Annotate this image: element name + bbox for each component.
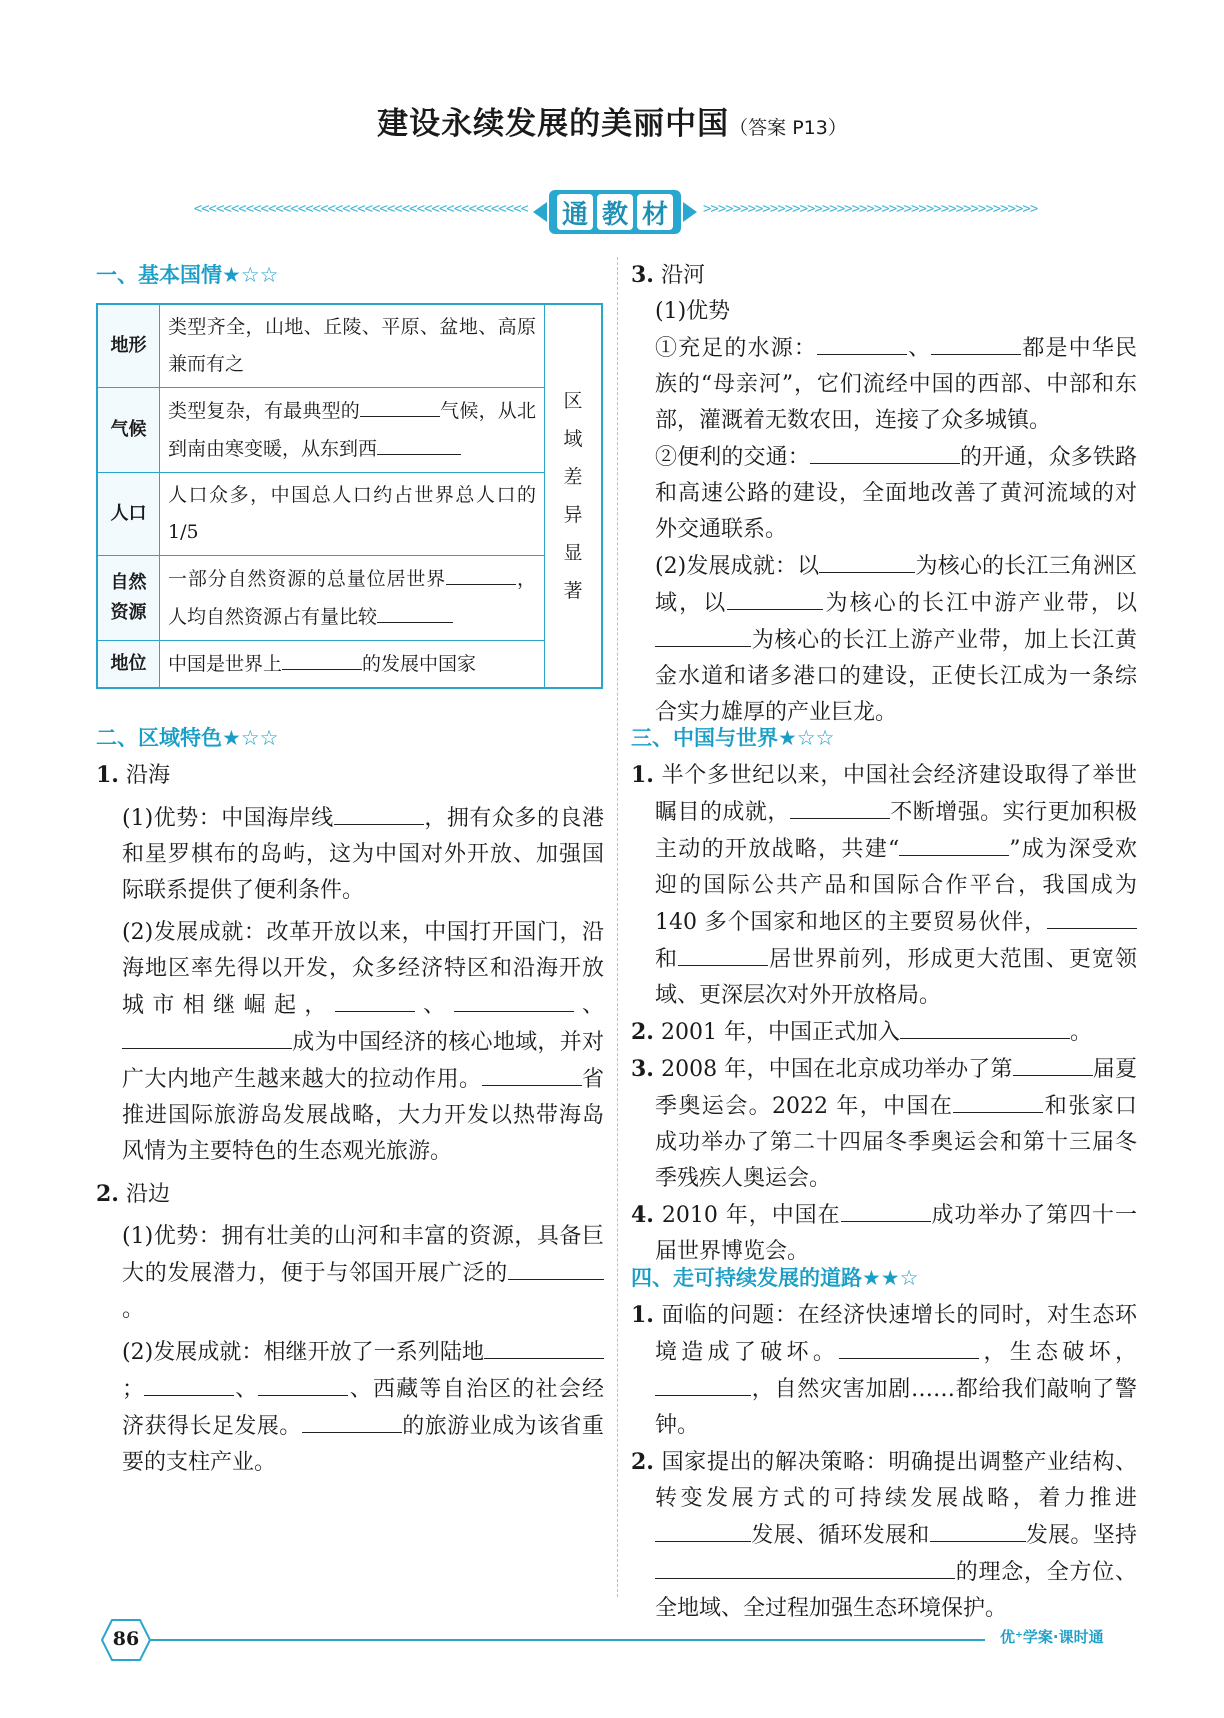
table-row bbox=[97, 388, 602, 473]
world-item-3: 3. 2008 年，中国在北京成功举办了第 届夏季奥运会。2022 年，中国在 和张家口成功举办了第二十四届冬季奥运会和第十三届冬季残疾人奥运会。 bbox=[631, 1051, 1137, 1197]
row-head: 地位 bbox=[97, 641, 160, 689]
row-head: 人口 bbox=[97, 473, 160, 556]
right-body-sustainable bbox=[631, 1297, 1137, 1627]
sustainable-item-2: 2. 国家提出的解决策略：明确提出调整产业结构、转变发展方式的可持续发展战略，着力推进发展、循环发展和 发展。坚持的理念，全方位、全地域、全过程加强生态环境保护。 bbox=[631, 1449, 1137, 1621]
footer-rule bbox=[150, 1639, 985, 1641]
world-item-2: 2. 2001 年，中国正式加入 。 bbox=[631, 1014, 1137, 1051]
right-body-world bbox=[631, 757, 1137, 1270]
triangle-left-icon bbox=[533, 202, 547, 222]
river-achievement: (2)发展成就：以 为核心的长江三角洲区域，以 为核心的长江中游产业带，以为核心的长江上游产业带，加上长江黄金水道和诸多港口的建设，正使长江成为一条综合实力雄厚的产业巨龙。 bbox=[631, 548, 1137, 731]
footer-brand-logo: 优⁺学案·课时通 bbox=[1000, 1628, 1104, 1646]
coastal-advantage: (1)优势：中国海岸线 ，拥有众多的良港和星罗棋布的岛屿，这为中国对外开放、加强国际联系提供了便利条件。 bbox=[96, 800, 604, 909]
column-divider bbox=[617, 257, 618, 1597]
left-body bbox=[96, 757, 604, 1481]
row-content: 中国是世界上 的发展中国家 bbox=[160, 641, 545, 689]
item-river: 3. 沿河 bbox=[631, 262, 705, 288]
river-transport: ②便利的交通： 的开通，众多铁路和高速公路的建设，全面地改善了黄河流域的对外交通联系。 bbox=[631, 439, 1137, 548]
row-content: 人口众多，中国总人口约占世界总人口的 1/5 bbox=[160, 473, 545, 556]
banner-badge bbox=[533, 190, 697, 234]
banner-char: 材 bbox=[637, 194, 673, 230]
answer-reference: （答案 P13） bbox=[729, 117, 847, 139]
sustainable-item-1: 1. 面临的问题：在经济快速增长的同时，对生态环境造成了破坏。 ，生态破坏，，自然灾害加剧……都给我们敲响了警钟。 bbox=[631, 1302, 1137, 1438]
row-content: 一部分自然资源的总量位居世界 ，人均自然资源占有量比较 bbox=[160, 556, 545, 641]
table-row bbox=[97, 304, 602, 388]
section-heading-basic-national-conditions: 一、基本国情★☆☆ bbox=[96, 263, 279, 287]
side-note: 区域差异显著 bbox=[545, 304, 603, 688]
arrow-decoration-right: >>>>>>>>>>>>>>>>>>>>>>>>>>>>>>>>>>>>>>>>>>>>> bbox=[703, 201, 1038, 217]
table-row bbox=[97, 473, 602, 556]
row-head: 气候 bbox=[97, 388, 160, 473]
section-heading-china-and-world: 三、中国与世界★☆☆ bbox=[631, 726, 835, 750]
river-advantage-heading: (1)优势 bbox=[655, 299, 731, 324]
section-banner bbox=[128, 190, 1103, 238]
triangle-right-icon bbox=[683, 202, 697, 222]
right-body-river bbox=[631, 257, 1137, 731]
item-border: 2. 沿边 bbox=[96, 1181, 170, 1207]
national-conditions-table bbox=[96, 303, 603, 689]
world-item-1: 1. 半个多世纪以来，中国社会经济建设取得了举世瞩目的成就， 不断增强。实行更加积极主动的开放战略，共建“ ”成为深受欢迎的国际公共产品和国际合作平台，我国成为 140 多个国家和地区的主要贸易伙伴，和 居世界前列，形成更大范围、更宽领域、更深层次对外开放格局。 bbox=[631, 762, 1137, 1008]
page-title: 建设永续发展的美丽中国（答案 P13） bbox=[377, 106, 847, 142]
banner-char: 通 bbox=[557, 194, 593, 230]
item-coastal: 1. 沿海 bbox=[96, 762, 170, 788]
section-heading-sustainable-development: 四、走可持续发展的道路★★☆ bbox=[631, 1266, 919, 1290]
world-item-4: 4. 2010 年，中国在 成功举办了第四十一届世界博览会。 bbox=[631, 1197, 1137, 1270]
border-achievement: (2)发展成就：相继开放了一系列陆地； 、 、西藏等自治区的社会经济获得长足发展。 的旅游业成为该省重要的支柱产业。 bbox=[96, 1334, 604, 1481]
banner-char: 教 bbox=[597, 194, 633, 230]
section-heading-regional-features: 二、区域特色★☆☆ bbox=[96, 726, 279, 750]
river-water-source: ①充足的水源： 、 都是中华民族的“母亲河”，它们流经中国的西部、中部和东部，灌溉着无数农田，连接了众多城镇。 bbox=[631, 330, 1137, 439]
coastal-achievement: (2)发展成就：改革开放以来，中国打开国门，沿海地区率先得以开发，众多经济特区和沿海开放城市相继崛起， 、 、成为中国经济的核心地域，并对广大内地产生越来越大的拉动作用。 省推进国际旅游岛发展战略，大力开发以热带海岛风情为主要特色的生态观光旅游。 bbox=[122, 920, 604, 1164]
row-head: 自然资源 bbox=[97, 556, 160, 641]
table-row bbox=[97, 641, 602, 689]
row-content: 类型齐全，山地、丘陵、平原、盆地、高原兼而有之 bbox=[160, 304, 545, 388]
row-content: 类型复杂，有最典型的 气候，从北到南由寒变暖，从东到西 bbox=[160, 388, 545, 473]
page-number: 86 bbox=[112, 1628, 140, 1650]
row-head: 地形 bbox=[97, 304, 160, 388]
arrow-decoration-left: <<<<<<<<<<<<<<<<<<<<<<<<<<<<<<<<<<<<<<<<<<<<< bbox=[193, 201, 528, 217]
border-advantage: (1)优势：拥有壮美的山河和丰富的资源，具备巨大的发展潜力，便于与邻国开展广泛的。 bbox=[122, 1224, 604, 1322]
table-row bbox=[97, 556, 602, 641]
